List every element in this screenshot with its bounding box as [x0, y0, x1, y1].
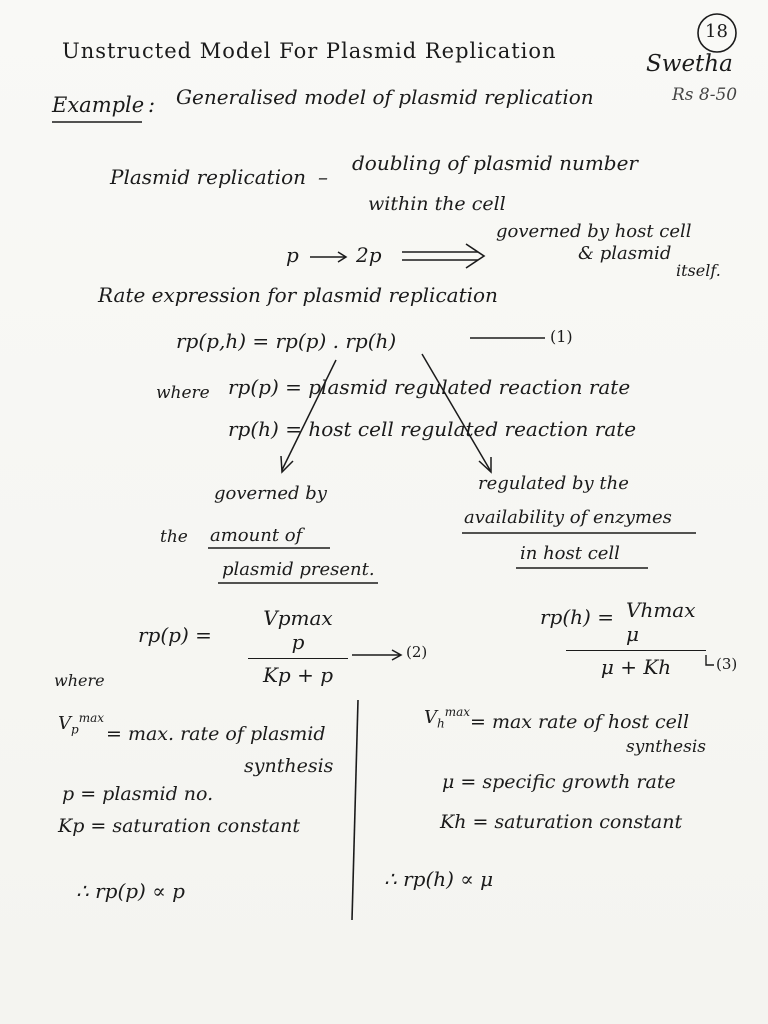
- roll-number: Rs 8-50: [672, 85, 738, 105]
- note-left-1: governed by: [214, 483, 327, 504]
- note-left-3: plasmid present.: [222, 559, 375, 580]
- where-line2: rp(h) = host cell regulated reaction rate: [228, 417, 637, 441]
- governed-text-2: & plasmid: [578, 243, 672, 264]
- note-right-3: in host cell: [520, 543, 620, 564]
- eq2-numerator: Vpmax p: [263, 606, 333, 654]
- eq1: rp(p,h) = rp(p) . rp(h): [176, 329, 397, 353]
- column-divider: [352, 700, 358, 920]
- vh-max-symbol: $V_h^{max}$: [424, 705, 471, 731]
- right-def-1b: synthesis: [626, 737, 707, 757]
- left-def-2: p = plasmid no.: [62, 783, 214, 805]
- left-def-1b: synthesis: [244, 755, 334, 777]
- right-def-1a: = max rate of host cell: [470, 711, 690, 733]
- right-diagonal-arrow: [422, 354, 490, 470]
- note-right-2: availability of enzymes: [464, 507, 672, 528]
- definition-line2: within the cell: [368, 193, 506, 215]
- note-left-2: amount of: [210, 525, 303, 546]
- right-def-2: μ = specific growth rate: [442, 771, 676, 793]
- eq3-label: (3): [716, 655, 738, 673]
- two-p: 2p: [356, 243, 382, 267]
- p-symbol: p: [286, 243, 299, 267]
- governed-text: governed by host cell: [496, 221, 692, 242]
- eq3-lhs: rp(h) =: [540, 605, 614, 629]
- page-title: Unstructed Model For Plasmid Replication: [62, 39, 557, 63]
- right-def-3: Kh = saturation constant: [440, 811, 683, 833]
- note-right-1: regulated by the: [478, 473, 629, 494]
- example-label: Example: [52, 93, 145, 117]
- example-text: Generalised model of plasmid replication: [176, 85, 594, 109]
- where-label: where: [156, 383, 210, 403]
- eq3-fraction: [566, 598, 706, 679]
- eq3-numerator: Vhmax μ: [626, 598, 696, 646]
- student-name: Swetha: [646, 51, 733, 77]
- definition-line1: doubling of plasmid number: [352, 151, 638, 175]
- rate-expression-heading: Rate expression for plasmid replication: [98, 283, 498, 307]
- definition-term: Plasmid replication: [110, 165, 307, 189]
- left-conclusion: ∴ rp(p) ∝ p: [76, 879, 185, 903]
- eq2-label: (2): [406, 643, 428, 661]
- eq2-lhs: rp(p) =: [138, 623, 212, 647]
- where-line1: rp(p) = plasmid regulated reaction rate: [228, 375, 631, 399]
- right-conclusion: ∴ rp(h) ∝ μ: [384, 867, 494, 891]
- eq1-label: (1): [550, 327, 573, 346]
- definition-dash: –: [318, 165, 328, 189]
- example-colon: :: [148, 93, 156, 117]
- vp-max-symbol: $V_p^{max}$: [58, 711, 104, 737]
- itself-text: itself.: [676, 261, 721, 280]
- page-number: 18: [705, 21, 728, 42]
- where-label-2: where: [54, 671, 105, 690]
- eq2-denominator: Kp + p: [248, 658, 348, 687]
- eq2-fraction: [248, 606, 348, 687]
- eq3-denominator: μ + Kh: [566, 650, 706, 679]
- left-def-3: Kp = saturation constant: [58, 815, 301, 837]
- left-def-1a: = max. rate of plasmid: [106, 723, 326, 745]
- note-left-the: the: [160, 527, 188, 547]
